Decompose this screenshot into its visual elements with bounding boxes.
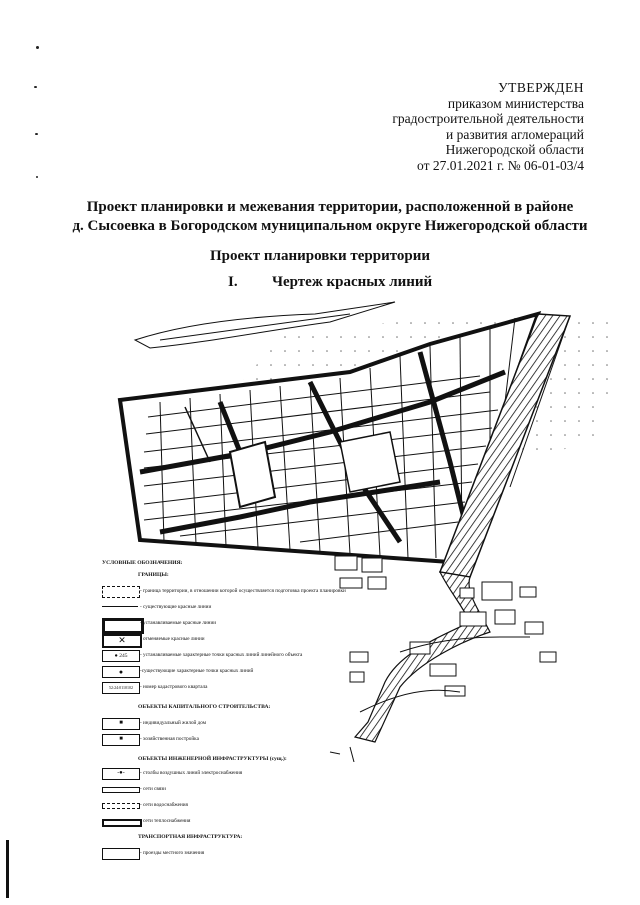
- legend-text: - устанавливаемые красные линии: [140, 620, 217, 626]
- legend-symbol: [102, 618, 144, 634]
- legend-item: [100, 618, 360, 632]
- title-line-1: Проект планировки и межевания территории, расположенной в районе: [86, 199, 574, 215]
- legend-text: - сети теплоснабжения: [140, 818, 191, 824]
- legend-text: - сети водоснабжения: [140, 802, 188, 808]
- legend-text: - отменяемые красные линии: [140, 636, 205, 642]
- legend-symbol: [102, 787, 140, 793]
- legend-text: - хозяйственная постройка: [140, 736, 199, 742]
- legend-text: - сети связи: [140, 786, 166, 792]
- legend-text: - существующие красные линии: [140, 604, 212, 610]
- legend-symbol: [102, 586, 140, 598]
- subtitle: Проект планировки территории: [209, 248, 431, 264]
- approval-line: Нижегородской области: [445, 142, 584, 157]
- legend-item: [100, 650, 360, 664]
- legend-symbol: ■: [102, 718, 140, 730]
- legend-text: - устанавливаемые характерные точки красных линий линейного объекта: [140, 652, 303, 658]
- scan-dot-3: [35, 133, 38, 135]
- legend-symbol: [102, 606, 138, 609]
- approval-line: и развития агломераций: [445, 126, 584, 142]
- legend-symbol: ✕: [102, 634, 142, 648]
- scan-dot-1: [36, 46, 39, 49]
- legend-item: [100, 800, 360, 814]
- legend-text: - граница территории, в отношении которой осуществляется подготовка проекта планировки: [140, 588, 346, 594]
- legend-symbol: ■: [102, 734, 140, 746]
- legend-text: - номер кадастрового квартала: [140, 684, 208, 690]
- approval-line: приказом министерства: [447, 95, 584, 111]
- legend-group-capital: ОБЪЕКТЫ КАПИТАЛЬНОГО СТРОИТЕЛЬСТВА:: [138, 704, 271, 710]
- legend-text: -существующие характерные точки красных линий: [140, 668, 254, 674]
- legend-text: - столбы воздушных линий электроснабжения: [140, 770, 243, 776]
- scan-dot-4: [36, 176, 38, 178]
- legend-text: - индивидуальный жилой дом: [140, 720, 207, 726]
- legend-item: [100, 586, 360, 600]
- legend-item: [100, 666, 360, 680]
- legend-group-engineering: ОБЪЕКТЫ ИНЖЕНЕРНОЙ ИНФРАСТРУКТУРЫ (сущ.):: [138, 756, 287, 762]
- legend-group-borders: ГРАНИЦЫ:: [138, 572, 169, 578]
- document-title: [60, 198, 600, 236]
- section-label: Чертеж красных линий: [272, 274, 433, 290]
- approval-line: градостроительной деятельности: [392, 111, 584, 126]
- approval-date: от 27.01.2021 г. № 06-01-03/4: [417, 157, 584, 173]
- legend-item: [100, 602, 360, 616]
- legend-symbol: 52:24:0110102: [102, 682, 140, 694]
- legend-symbol: -●-: [102, 768, 140, 780]
- legend-text: - проезды местного значения: [140, 850, 205, 856]
- legend-point-number: 245: [119, 653, 128, 659]
- title-line-2: д. Сысоевка в Богородском муниципальном округе Нижегородской области: [72, 218, 588, 234]
- legend-group-transport: ТРАНСПОРТНАЯ ИНФРАСТРУКТУРА:: [138, 834, 243, 840]
- section-number: I.: [228, 274, 238, 290]
- legend-item: [100, 734, 360, 748]
- legend-symbol: ●: [102, 666, 140, 678]
- legend-item: [100, 768, 360, 782]
- legend-item: [100, 816, 360, 830]
- legend-symbol: [102, 848, 140, 860]
- legend-symbol: [102, 819, 142, 827]
- legend-symbol: ● 245: [102, 650, 140, 662]
- approval-heading: УТВЕРЖДЕН: [498, 80, 584, 95]
- legend-item: [100, 718, 360, 732]
- section-heading: [228, 274, 432, 291]
- approval-stamp: [392, 80, 584, 173]
- scan-dot-2: [34, 86, 37, 88]
- legend-item: [100, 634, 360, 648]
- legend-item: [100, 682, 360, 696]
- legend-heading: УСЛОВНЫЕ ОБОЗНАЧЕНИЯ:: [102, 560, 183, 566]
- legend-item: [100, 848, 360, 862]
- scan-edge: [6, 840, 9, 898]
- legend-symbol: [102, 803, 140, 809]
- legend-item: [100, 784, 360, 798]
